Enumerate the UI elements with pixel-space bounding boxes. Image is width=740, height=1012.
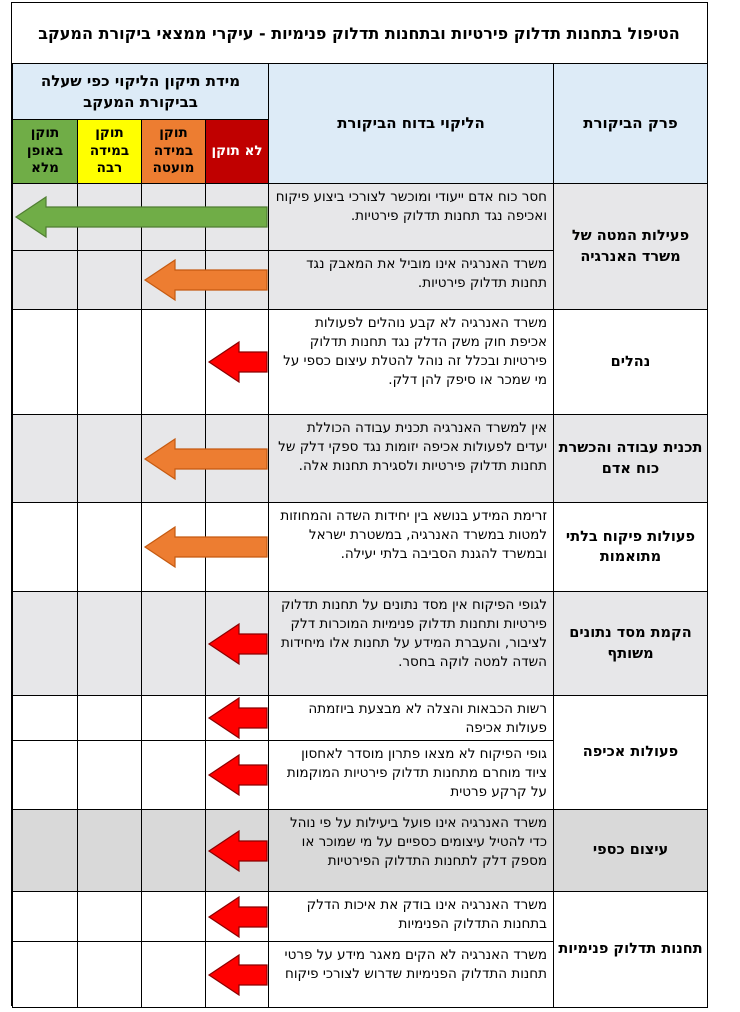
finding-cell: משרד האנרגיה לא הקים מאגר מידע על פרטי תחנות התדלוק הפנימיות שדרוש לצורכי פיקוח: [268, 941, 554, 1008]
level-grid-cell: [141, 941, 206, 1008]
arrow-shape: [145, 439, 267, 479]
level-grid-cell: [77, 591, 142, 696]
finding-cell: לגופי הפיקוח אין מסד נתונים על תחנות תדלוק פירטיות ותחנות תדלוק פנימיות המוכרות דלק לציבור, והעברת המידע על תחנות אלו מיחידות השדה למטה לוקה בחסר.: [268, 591, 554, 696]
arrow-shape: [209, 831, 267, 871]
level-grid-cell: [77, 740, 142, 810]
chapter-cell: תחנות תדלוק פנימיות: [553, 891, 708, 1008]
level-grid-cell: [12, 809, 78, 892]
header-finding: הליקוי בדוח הביקורת: [268, 63, 554, 184]
level-arrow-orange-icon: [145, 525, 267, 569]
chapter-cell: נהלים: [553, 309, 708, 415]
arrow-shape: [209, 955, 267, 995]
level-grid-cell: [77, 502, 142, 592]
level-grid-cell: [12, 941, 78, 1008]
chapter-cell: הקמת מסד נתונים משותף: [553, 591, 708, 696]
level-grid-cell: [141, 809, 206, 892]
level-grid-cell: [141, 591, 206, 696]
finding-cell: גופי הפיקוח לא מצאו פתרון מוסדר לאחסון ציוד מוחרם מתחנות תדלוק פירטיות המוקמות על קרקע פרטית: [268, 740, 554, 810]
finding-cell: חסר כוח אדם ייעודי ומוכשר לצורכי ביצוע פיקוח ואכיפה נגד תחנות תדלוק פירטיות.: [268, 183, 554, 251]
level-arrow-red-icon: [209, 340, 267, 384]
level-grid-cell: [12, 502, 78, 592]
arrow-shape: [209, 624, 267, 664]
level-arrow-red-icon: [209, 953, 267, 997]
finding-cell: זרימת המידע בנושא בין יחידות השדה והמחוזות למטות במשרד האנרגיה, במשטרת ישראל ובמשרד להגנת הסביבה בלתי יעילה.: [268, 502, 554, 592]
finding-cell: משרד האנרגיה אינו מוביל את המאבק נגד תחנות תדלוק פירטיות.: [268, 250, 554, 310]
finding-cell: רשות הכבאות והצלה לא מבצעת ביוזמתה פעולות אכיפה: [268, 695, 554, 741]
arrow-shape: [209, 698, 267, 738]
arrow-shape: [145, 260, 267, 300]
chapter-cell: פעולות אכיפה: [553, 695, 708, 810]
level-grid-cell: [12, 891, 78, 942]
finding-cell: משרד האנרגיה אינו בודק את איכות הדלק בתחנות התדלוק הפנימיות: [268, 891, 554, 942]
finding-cell: משרד האנרגיה אינו פועל ביעילות על פי נוהל כדי להטיל עיצומים כספיים על מי שמוכר או מספק דלק לתחנות התדלוק הפירטיות: [268, 809, 554, 892]
chapter-cell: עיצום כספי: [553, 809, 708, 892]
level-arrow-orange-icon: [145, 258, 267, 302]
arrow-shape: [145, 527, 267, 567]
level-grid-cell: [12, 250, 78, 310]
level-fixed-slightly: תוקן במידה מועטה: [141, 119, 206, 184]
level-not-fixed: לא תוקן: [205, 119, 269, 184]
level-arrow-red-icon: [209, 622, 267, 666]
level-grid-cell: [12, 414, 78, 503]
level-grid-cell: [12, 309, 78, 415]
level-arrow-green-icon: [16, 195, 267, 239]
arrow-shape: [16, 197, 267, 237]
level-arrow-red-icon: [209, 829, 267, 873]
level-grid-cell: [141, 309, 206, 415]
level-grid-cell: [77, 695, 142, 741]
level-arrow-orange-icon: [145, 437, 267, 481]
header-chapter: פרק הביקורת: [553, 63, 708, 184]
finding-cell: משרד האנרגיה לא קבע נוהלים לפעולות אכיפת חוק משק הדלק נגד תחנות תדלוק פירטיות ובכלל זה נוהל להטלת עיצום כספי על מי שמכר או סיפק להן דלק.: [268, 309, 554, 415]
level-grid-cell: [77, 941, 142, 1008]
chapter-cell: תכנית עבודה והכשרת כוח אדם: [553, 414, 708, 503]
arrow-shape: [209, 755, 267, 795]
level-fixed-mostly: תוקן במידה רבה: [77, 119, 142, 184]
level-grid-cell: [77, 809, 142, 892]
level-grid-cell: [141, 740, 206, 810]
chapter-cell: פעולות פיקוח בלתי מתואמות: [553, 502, 708, 592]
page-title: הטיפול בתחנות תדלוק פירטיות ובתחנות תדלוק פנימיות - עיקרי ממצאי ביקורת המעקב: [38, 23, 680, 43]
level-arrow-red-icon: [209, 696, 267, 740]
level-arrow-red-icon: [209, 753, 267, 797]
arrow-shape: [209, 897, 267, 937]
chapter-cell: פעילות המטה של משרד האנרגיה: [553, 183, 708, 310]
header-correction-level: מידת תיקון הליקוי כפי שעלה בביקורת המעקב: [12, 63, 269, 120]
level-grid-cell: [12, 591, 78, 696]
level-grid-cell: [12, 695, 78, 741]
level-grid-cell: [77, 414, 142, 503]
arrow-shape: [209, 342, 267, 382]
level-grid-cell: [77, 309, 142, 415]
level-grid-cell: [141, 891, 206, 942]
finding-cell: אין למשרד האנרגיה תכנית עבודה הכוללת יעדים לפעולות אכיפה יזומות נגד ספקי דלק של תחנות תדלוק פירטיות ולסגירת תחנות אלה.: [268, 414, 554, 503]
level-grid-cell: [141, 695, 206, 741]
level-fixed-fully: תוקן באופן מלא: [12, 119, 78, 184]
level-grid-cell: [77, 250, 142, 310]
level-grid-cell: [77, 891, 142, 942]
level-grid-cell: [12, 740, 78, 810]
report-table-frame: [11, 2, 708, 1006]
level-arrow-red-icon: [209, 895, 267, 939]
